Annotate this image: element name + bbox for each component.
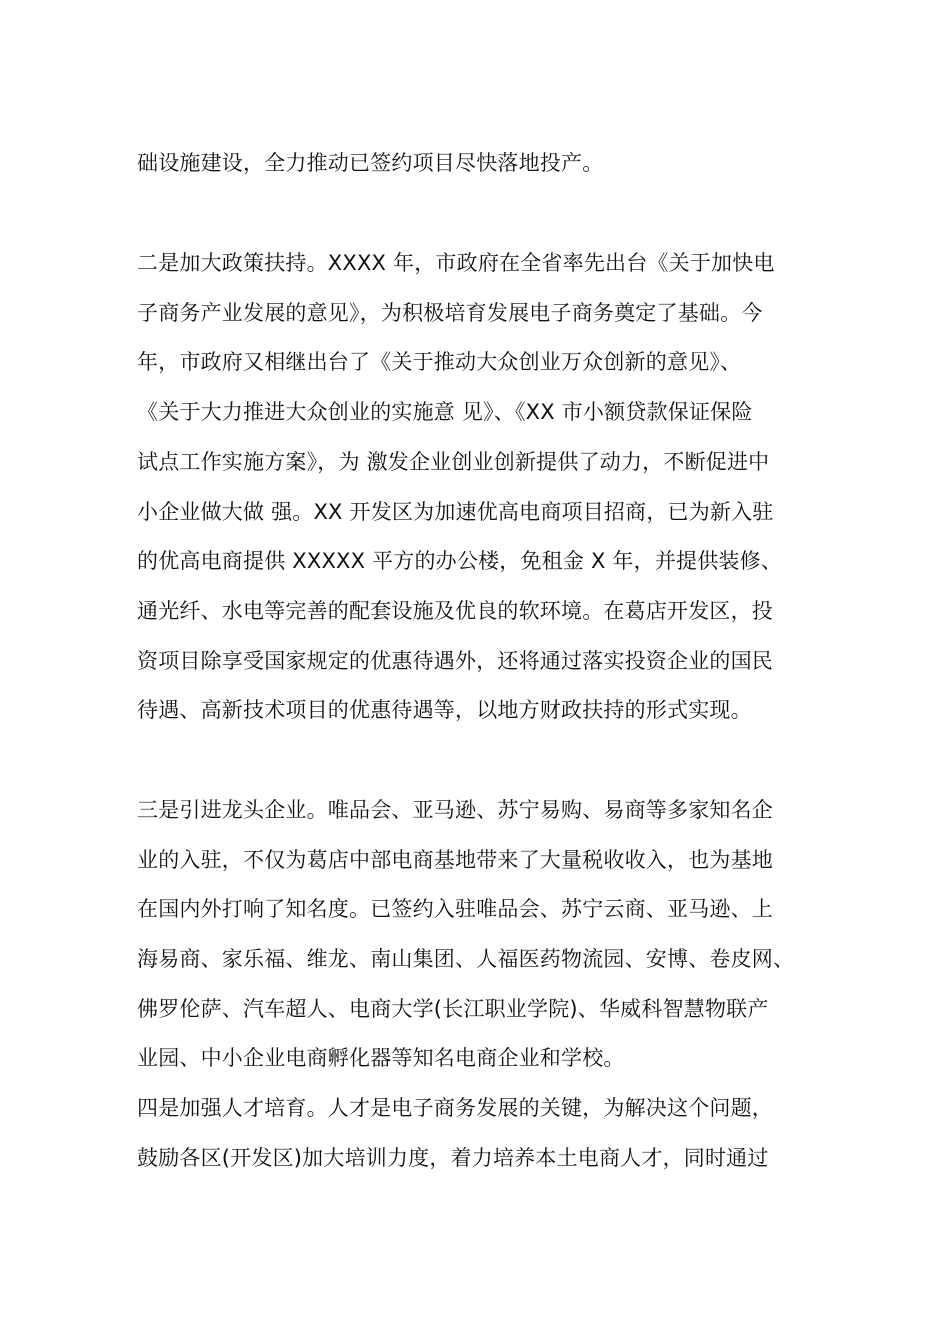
text-line: 业的入驻，不仅为葛店中部电商基地带来了大量税收收入，也为基地 — [137, 848, 773, 872]
text-line: 待遇、高新技术项目的优惠待遇等，以地方财政扶持的形式实现。 — [137, 698, 752, 722]
text-line: 在国内外打响了知名度。已签约入驻唯品会、苏宁云商、亚马逊、上 — [137, 897, 773, 921]
text-line: 四是加强人才培育。人才是电子商务发展的关键，为解决这个问题， — [137, 1096, 773, 1120]
text-line: 础设施建设，全力推动已签约项目尽快落地投产。 — [137, 151, 604, 175]
text-line: 《关于大力推进大众创业的实施意 见》、《XX 市小额贷款保证保险 — [137, 400, 753, 424]
text-line: 资项目除享受国家规定的优惠待遇外，还将通过落实投资企业的国民 — [137, 649, 773, 673]
text-line: 二是加大政策扶持。XXXX 年，市政府在全省率先出台《关于加快电 — [137, 251, 775, 275]
text-line: 年，市政府又相继出台了《关于推动大众创业万众创新的意见》、 — [137, 350, 742, 374]
text-line: 佛罗伦萨、汽车超人、电商大学(长江职业学院)、华威科智慧物联产 — [137, 997, 769, 1021]
text-line: 鼓励各区(开发区)加大培训力度，着力培养本土电商人才，同时通过 — [137, 1146, 769, 1170]
text-line: 试点工作实施方案》，为 激发企业创业创新提供了动力，不断促进中 — [137, 450, 770, 474]
text-line: 小企业做大做 强。XX 开发区为加速优高电商项目招商，已为新入驻 — [137, 500, 774, 524]
text-line: 海易商、家乐福、维龙、南山集团、人福医药物流园、安博、卷皮网、 — [137, 947, 795, 971]
text-line: 的优高电商提供 XXXXX 平方的办公楼，免租金 X 年，并提供装修、 — [137, 549, 783, 573]
text-line: 业园、中小企业电商孵化器等知名电商企业和学校。 — [137, 1046, 625, 1070]
text-line: 子商务产业发展的意见》，为积极培育发展电子商务奠定了基础。今 — [137, 301, 763, 325]
text-line: 三是引进龙头企业。唯品会、亚马逊、苏宁易购、易商等多家知名企 — [137, 798, 773, 822]
text-line: 通光纤、水电等完善的配套设施及优良的软环境。在葛店开发区，投 — [137, 599, 773, 623]
